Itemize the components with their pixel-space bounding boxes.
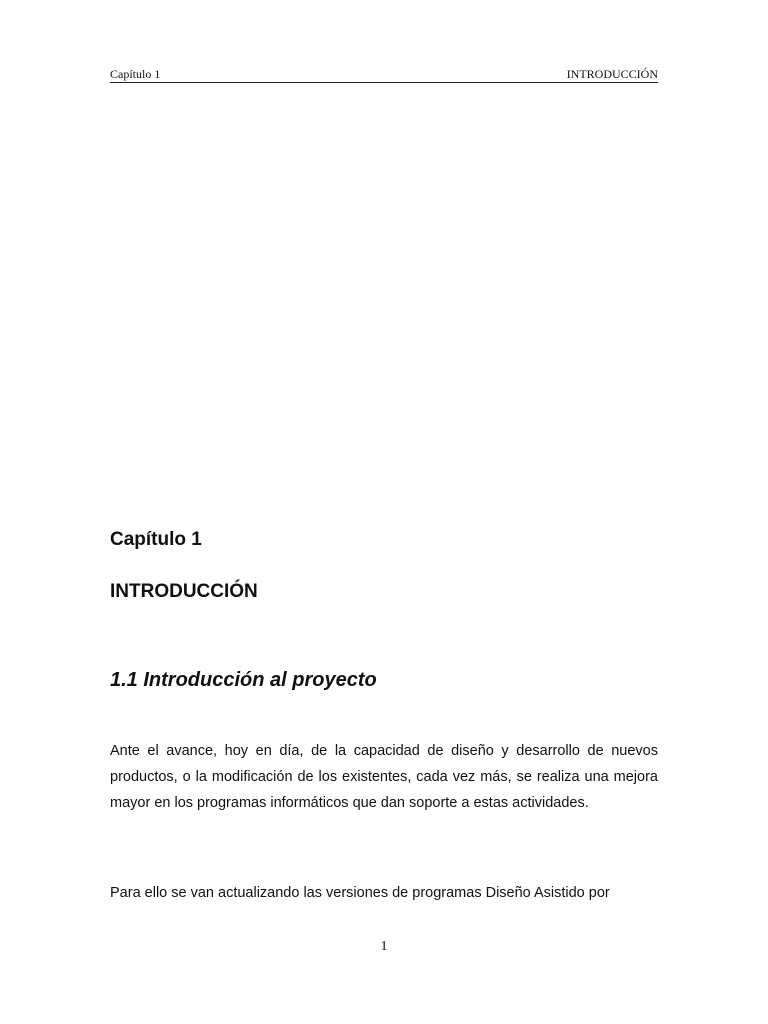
- page-number: 1: [380, 939, 388, 954]
- chapter-title: INTRODUCCIÓN: [110, 581, 258, 602]
- section-title: 1.1 Introducción al proyecto: [110, 669, 377, 691]
- chapter-label: Capítulo 1: [110, 529, 202, 550]
- body-paragraph: Ante el avance, hoy en día, de la capacidad de diseño y desarrollo de nuevos productos, o la modificación de los existentes, cada vez más, se realiza una mejora mayor en los programas informáticos que dan soporte a estas actividades.: [110, 743, 658, 811]
- body-paragraph: Para ello se van actualizando las versiones de programas Diseño Asistido por: [110, 885, 610, 901]
- running-header-title: INTRODUCCIÓN: [566, 67, 658, 81]
- running-header-chapter: Capítulo 1: [110, 67, 161, 81]
- running-header: [110, 66, 658, 83]
